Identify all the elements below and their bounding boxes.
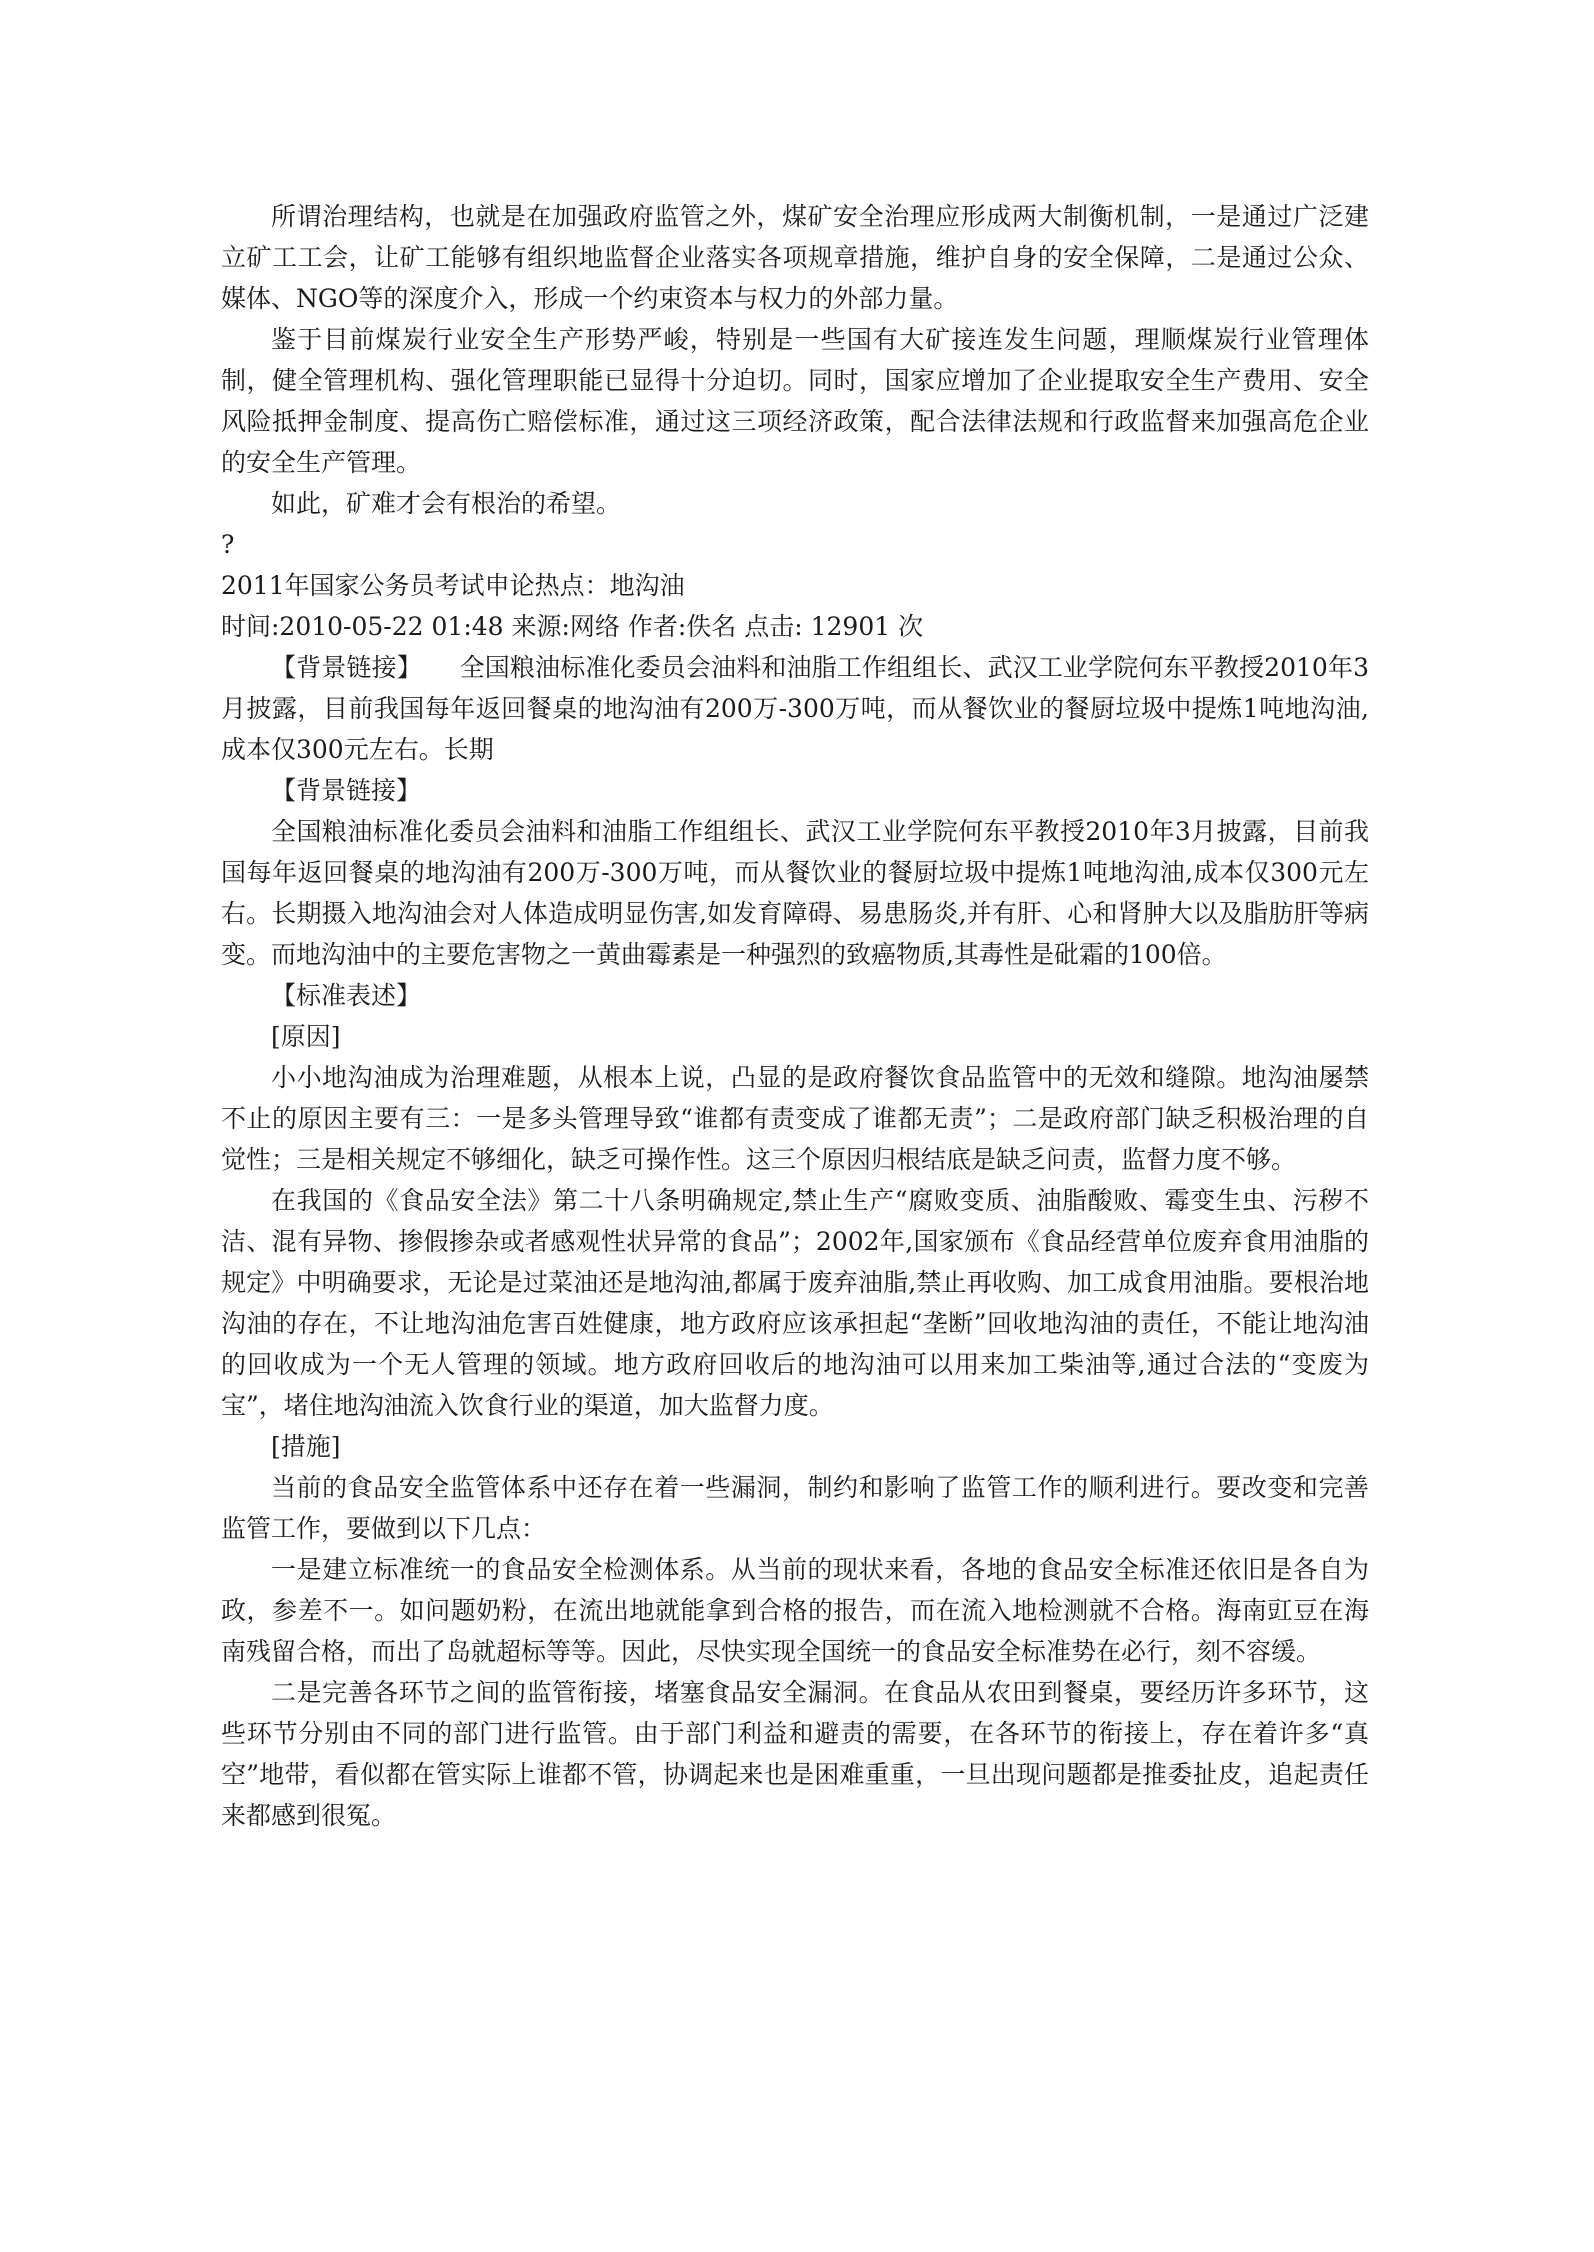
paragraph-food-safety-law: 在我国的《食品安全法》第二十八条明确规定,禁止生产“腐败变质、油脂酸败、霉变生虫、污秽不洁、混有异物、掺假掺杂或者感观性状异常的食品”；2002年,国家颁布《食品经营单位废弃食用油脂的规定》中明确要求，无论是过菜油还是地沟油,都属于废弃油脂,禁止再收购、加工成食用油脂。要根治地沟油的存在，不让地沟油危害百姓健康，地方政府应该承担起“垄断”回收地沟油的责任，不能让地沟油的回收成为一个无人管理的领域。地方政府回收后的地沟油可以用来加工柴油等,通过合法的“变废为宝”，堵住地沟油流入饮食行业的渠道，加大监督力度。 [221, 1186, 1369, 1420]
question-mark-line: ? [221, 530, 235, 559]
heading-standard-statement: 【标准表述】 [271, 981, 422, 1010]
paragraph-conclusion: 如此，矿难才会有根治的希望。 [271, 489, 622, 518]
heading-reasons: [原因] [271, 1022, 341, 1051]
paragraph-governance-structure: 所谓治理结构，也就是在加强政府监管之外，煤矿安全治理应形成两大制衡机制，一是通过广泛建立矿工工会，让矿工能够有组织地监督企业落实各项规章措施，维护自身的安全保障，二是通过公众、媒体、NGO等的深度介入，形成一个约束资本与权力的外部力量。 [221, 202, 1369, 313]
paragraph-measures-intro: 当前的食品安全监管体系中还存在着一些漏洞，制约和影响了监管工作的顺利进行。要改变和完善监管工作，要做到以下几点： [221, 1473, 1369, 1543]
paragraph-measure-two: 二是完善各环节之间的监管衔接，堵塞食品安全漏洞。在食品从农田到餐桌，要经历许多环节，这些环节分别由不同的部门进行监管。由于部门利益和避责的需要，在各环节的衔接上，存在着许多“真空”地带，看似都在管实际上谁都不管，协调起来也是困难重重，一旦出现问题都是推委扯皮，追起责任来都感到很冤。 [221, 1678, 1369, 1830]
heading-background-link: 【背景链接】 [271, 776, 422, 805]
paragraph-measure-one: 一是建立标准统一的食品安全检测体系。从当前的现状来看，各地的食品安全标准还依旧是各自为政，参差不一。如问题奶粉，在流出地就能拿到合格的报告，而在流入地检测就不合格。海南豇豆在海南残留合格，而出了岛就超标等等。因此，尽快实现全国统一的食品安全标准势在必行，刻不容缓。 [221, 1555, 1369, 1666]
paragraph-coal-industry: 鉴于目前煤炭行业安全生产形势严峻，特别是一些国有大矿接连发生问题，理顺煤炭行业管理体制，健全管理机构、强化管理职能已显得十分迫切。同时，国家应增加了企业提取安全生产费用、安全风险抵押金制度、提高伤亡赔偿标准，通过这三项经济政策，配合法律法规和行政监督来加强高危企业的安全生产管理。 [221, 325, 1369, 477]
paragraph-background: 全国粮油标准化委员会油料和油脂工作组组长、武汉工业学院何东平教授2010年3月披露，目前我国每年返回餐桌的地沟油有200万-300万吨，而从餐饮业的餐厨垃圾中提炼1吨地沟油,成本仅300元左右。长期摄入地沟油会对人体造成明显伤害,如发育障碍、易患肠炎,并有肝、心和肾肿大以及脂肪肝等病变。而地沟油中的主要危害物之一黄曲霉素是一种强烈的致癌物质,其毒性是砒霜的100倍。 [221, 817, 1369, 969]
article-title: 2011年国家公务员考试申论热点：地沟油 [221, 571, 685, 600]
paragraph-reasons: 小小地沟油成为治理难题，从根本上说，凸显的是政府餐饮食品监管中的无效和缝隙。地沟油屡禁不止的原因主要有三：一是多头管理导致“谁都有责变成了谁都无责”；二是政府部门缺乏积极治理的自觉性；三是相关规定不够细化，缺乏可操作性。这三个原因归根结底是缺乏问责，监督力度不够。 [221, 1063, 1369, 1174]
article-meta: 时间:2010-05-22 01:48 来源:网络 作者:佚名 点击: 12901 次 [221, 612, 924, 641]
document-page [221, 196, 1369, 1836]
heading-measures: [措施] [271, 1432, 341, 1461]
paragraph-background-summary: 【背景链接】 全国粮油标准化委员会油料和油脂工作组组长、武汉工业学院何东平教授2010年3月披露，目前我国每年返回餐桌的地沟油有200万-300万吨，而从餐饮业的餐厨垃圾中提炼1吨地沟油,成本仅300元左右。长期 [221, 653, 1369, 764]
